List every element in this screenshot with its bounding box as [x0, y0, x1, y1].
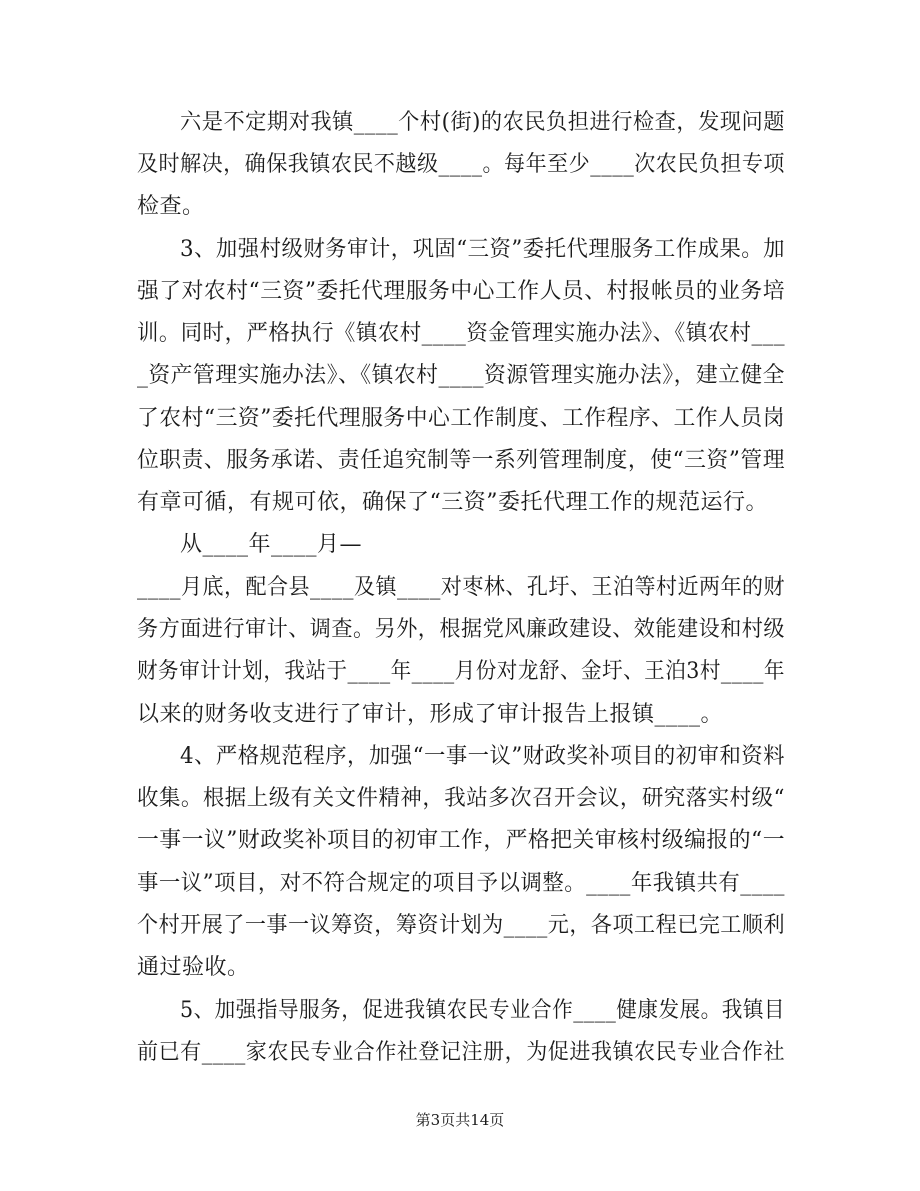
text-line: 有章可循，有规可依，确保了“三资”委托代理工作的规范运行。 — [137, 490, 768, 515]
text-line: ____月底，配合县____及镇____对枣林、孔圩、王泊等村近两年的财 — [137, 575, 785, 600]
text-line: 训。同时，严格执行《镇农村____资金管理实施办法》、《镇农村___ — [137, 321, 786, 346]
text-line: 一事一议”财政奖补项目的初审工作，严格把关审核村级编报的“一 — [137, 828, 786, 853]
text-line: 前已有____家农民专业合作社登记注册，为促进我镇农民专业合作社 — [137, 1040, 786, 1065]
text-line: 强了对农村“三资”委托代理服务中心工作人员、村报帐员的业务培 — [137, 279, 786, 304]
text-line: 事一议”项目，对不符合规定的项目予以调整。____年我镇共有____ — [137, 871, 785, 896]
text-line: 了农村“三资”委托代理服务中心工作制度、工作程序、工作人员岗 — [137, 406, 786, 431]
text-line: 以来的财务收支进行了审计，形成了审计报告上报镇____。 — [137, 702, 724, 727]
text-line: 个村开展了一事一议筹资，筹资计划为____元，各项工程已完工顺利 — [137, 913, 786, 938]
text-line: 通过验收。 — [137, 955, 250, 980]
text-line: 从____年____月— — [180, 532, 363, 557]
text-line: 3、加强村级财务审计，巩固“三资”委托代理服务工作成果。加 — [180, 237, 785, 262]
text-line: 4、严格规范程序，加强“一事一议”财政奖补项目的初审和资料 — [180, 744, 785, 769]
text-line: 位职责、服务承诺、责任追究制等一系列管理制度，使“三资”管理 — [137, 448, 786, 473]
text-line: 六是不定期对我镇____个村(街)的农民负担进行检查，发现问题 — [180, 110, 785, 135]
text-line: 5、加强指导服务，促进我镇农民专业合作____健康发展。我镇目 — [180, 998, 786, 1023]
text-line: 收集。根据上级有关文件精神，我站多次召开会议，研究落实村级“ — [137, 786, 785, 811]
text-line: 财务审计计划，我站于____年____月份对龙舒、金圩、王泊3村____年 — [137, 659, 785, 684]
text-line: 及时解决，确保我镇农民不越级____。每年至少____次农民负担专项 — [137, 152, 785, 177]
text-line: 检查。 — [137, 194, 205, 219]
text-line: _资产管理实施办法》、《镇农村____资源管理实施办法》，建立健全 — [137, 363, 785, 388]
text-line: 务方面进行审计、调查。另外，根据党风廉政建设、效能建设和村级 — [137, 617, 786, 642]
page-number-footer: 第3页共14页 — [415, 1111, 505, 1129]
